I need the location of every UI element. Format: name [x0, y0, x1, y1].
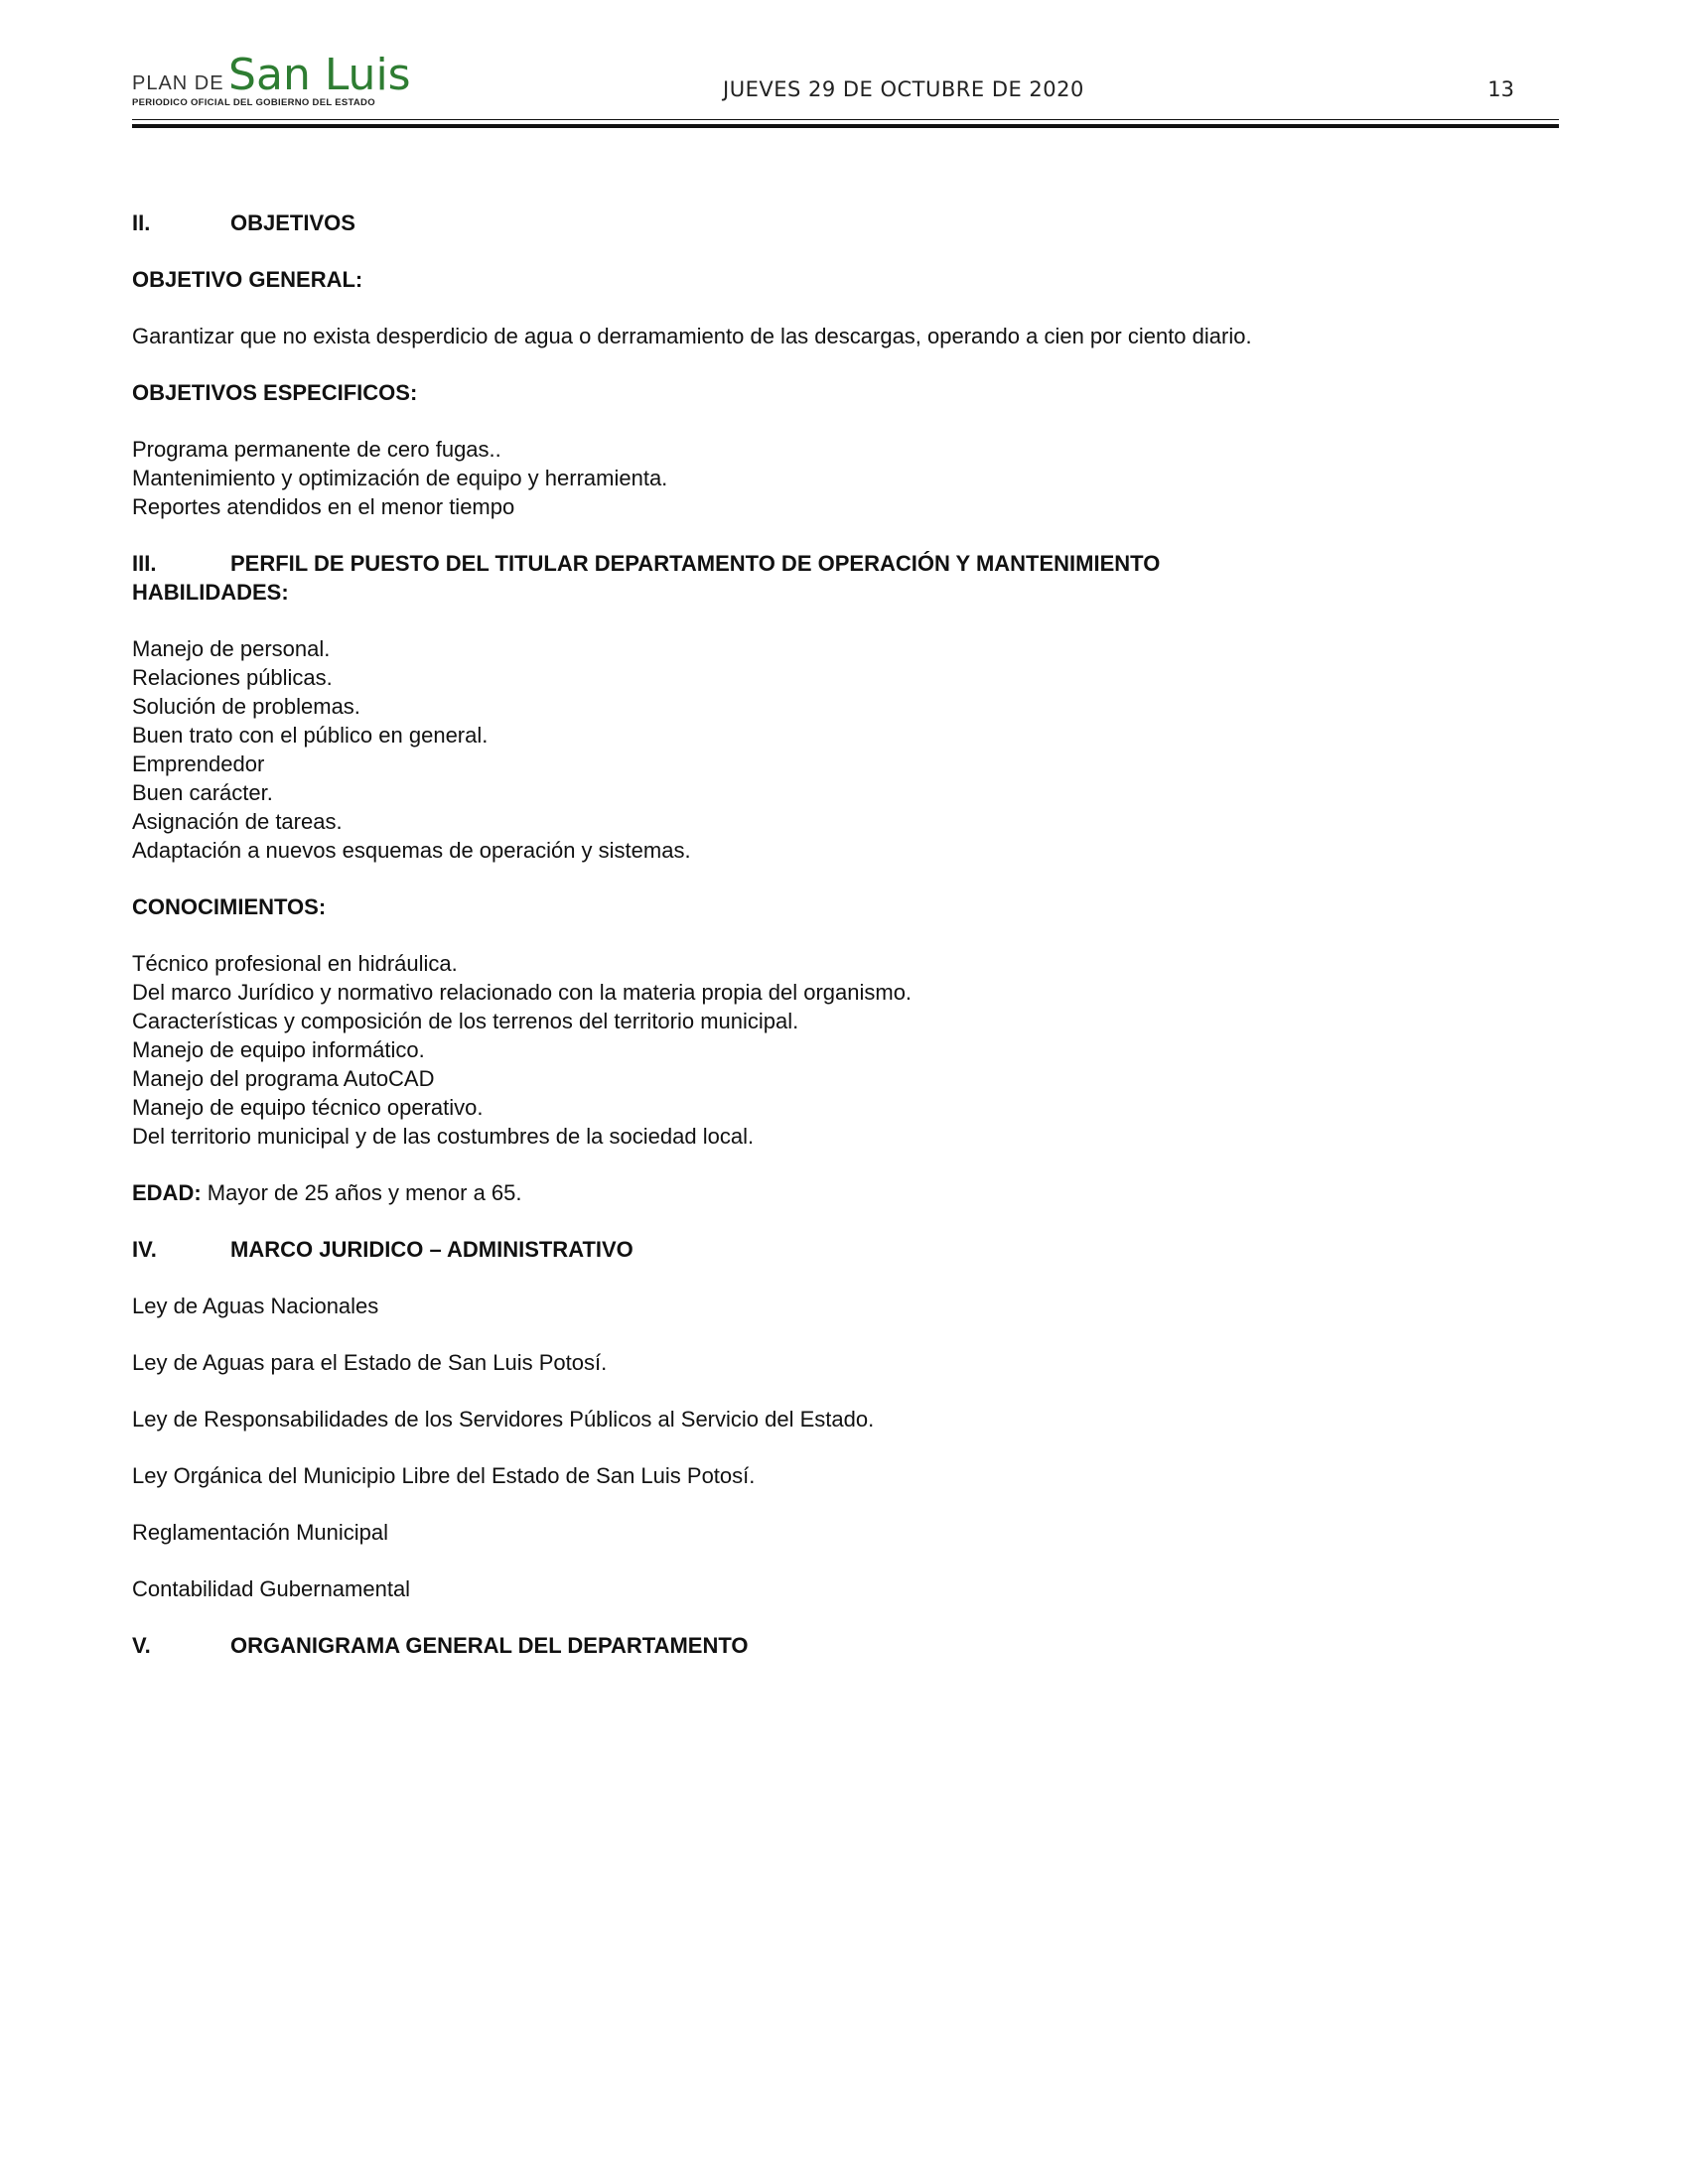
section-number: II.	[132, 210, 151, 235]
section-heading-perfil-de-puesto	[132, 549, 1502, 578]
list-item: Mantenimiento y optimización de equipo y herramienta.	[132, 466, 668, 490]
list-item: Manejo del programa AutoCAD	[132, 1066, 435, 1091]
list-item: Del marco Jurídico y normativo relacionado con la materia propia del organismo.	[132, 980, 913, 1005]
header-rule-thick	[132, 124, 1559, 128]
section-number: V.	[132, 1633, 151, 1658]
law-item: Ley Orgánica del Municipio Libre del Estado de San Luis Potosí.	[132, 1463, 756, 1488]
list-item: Del territorio municipal y de las costumbres de la sociedad local.	[132, 1124, 755, 1149]
law-item: Reglamentación Municipal	[132, 1520, 389, 1545]
section-title: PERFIL DE PUESTO DEL TITULAR DEPARTAMENTO DE OPERACIÓN Y MANTENIMIENTO	[230, 551, 1161, 576]
list-item: Buen trato con el público en general.	[132, 723, 489, 748]
law-item: Ley de Aguas para el Estado de San Luis Potosí.	[132, 1350, 608, 1375]
law-item: Contabilidad Gubernamental	[132, 1576, 411, 1601]
section-heading-marco-juridico	[132, 1235, 1502, 1264]
list-item: Técnico profesional en hidráulica.	[132, 951, 458, 976]
page-number: 13	[1487, 77, 1514, 101]
law-item: Ley de Responsabilidades de los Servidores Públicos al Servicio del Estado.	[132, 1407, 875, 1432]
page-header	[132, 50, 1559, 133]
document-body	[132, 208, 1502, 1660]
list-item: Adaptación a nuevos esquemas de operación y sistemas.	[132, 838, 691, 863]
section-title: OBJETIVOS	[230, 210, 355, 235]
section-title: ORGANIGRAMA GENERAL DEL DEPARTAMENTO	[230, 1633, 749, 1658]
list-item: Buen carácter.	[132, 780, 273, 805]
list-item: Asignación de tareas.	[132, 809, 343, 834]
list-item: Reportes atendidos en el menor tiempo	[132, 494, 515, 519]
list-item: Manejo de equipo informático.	[132, 1037, 425, 1062]
section-number: IV.	[132, 1237, 157, 1262]
list-item: Manejo de equipo técnico operativo.	[132, 1095, 484, 1120]
list-item: Solución de problemas.	[132, 694, 360, 719]
list-item: Características y composición de los terrenos del territorio municipal.	[132, 1009, 799, 1033]
subheading-objetivos-especificos: OBJETIVOS ESPECIFICOS:	[132, 380, 418, 405]
section-heading-objetivos	[132, 208, 1502, 237]
header-rule-thin	[132, 119, 1559, 120]
header-date: JUEVES 29 DE OCTUBRE DE 2020	[723, 77, 1084, 101]
list-item: Emprendedor	[132, 751, 265, 776]
list-item: Manejo de personal.	[132, 636, 331, 661]
logo-prefix: PLAN DE	[132, 72, 224, 94]
logo-name: San Luis	[228, 50, 411, 100]
section-heading-organigrama	[132, 1631, 1502, 1660]
subheading-objetivo-general: OBJETIVO GENERAL:	[132, 267, 363, 292]
list-item: Relaciones públicas.	[132, 665, 333, 690]
age-text: Mayor de 25 años y menor a 65.	[201, 1180, 522, 1205]
paragraph-objetivo-general: Garantizar que no exista desperdicio de agua o derramamiento de las descargas, operando a cien por ciento diario.	[132, 324, 1252, 348]
subheading-conocimientos: CONOCIMIENTOS:	[132, 894, 327, 919]
list-item: Programa permanente de cero fugas..	[132, 437, 501, 462]
section-title: MARCO JURIDICO – ADMINISTRATIVO	[230, 1237, 633, 1262]
plan-de-san-luis-logo	[132, 50, 470, 109]
logo-wordmark	[132, 50, 411, 100]
logo-subtitle: PERIODICO OFICIAL DEL GOBIERNO DEL ESTADO	[132, 97, 375, 108]
law-item: Ley de Aguas Nacionales	[132, 1294, 379, 1318]
age-requirement	[132, 1178, 1502, 1207]
section-number: III.	[132, 551, 157, 576]
age-label: EDAD:	[132, 1180, 202, 1205]
subheading-habilidades: HABILIDADES:	[132, 580, 289, 605]
